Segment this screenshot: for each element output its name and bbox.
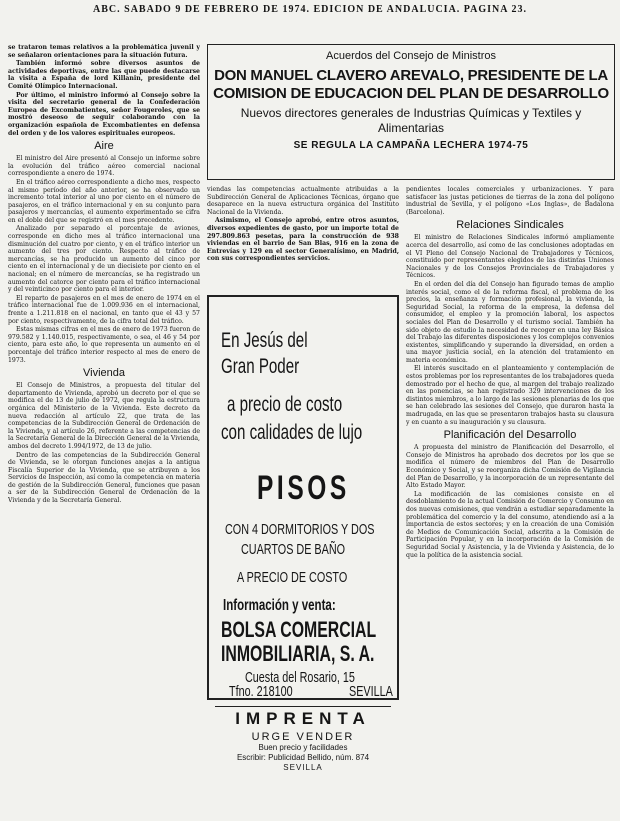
- section-heading-planificacion: Planificación del Desarrollo: [443, 429, 577, 442]
- ad-address: Cuesta del Rosario, 15: [245, 669, 355, 686]
- column-middle-text: [207, 186, 399, 288]
- ad-line: A PRECIO DE COSTO: [237, 569, 348, 586]
- section-heading-relaciones: Relaciones Sindicales: [456, 219, 564, 232]
- imprenta-title: IMPRENTA: [235, 709, 371, 728]
- ad-line: CUARTOS DE BAÑO: [241, 541, 346, 558]
- ad-company: INMOBILIARIA, S. A.: [221, 641, 375, 666]
- paragraph: El ministro del Aire presentó al Consejo un informe sobre la evolución del tráfico aéreo comercial nacional correspondiente a enero de 1974.: [8, 155, 200, 178]
- ad-line: En Jesús del: [221, 329, 308, 352]
- imprenta-line: Escribir: Publicidad Bellido, núm. 874: [236, 753, 370, 762]
- section-heading-vivienda: Vivienda: [83, 367, 125, 380]
- paragraph: Estas mismas cifras en el mes de enero de 1973 fueron de 979.582 y 1.140.015, respectivamente, o sea, el 46 y 54 por ciento, para este año, lo que representa un aumento en el porcentaje del tráfico interior respecto al mes de enero de 1973.: [8, 326, 200, 364]
- ad-company: BOLSA COMERCIAL: [221, 617, 377, 642]
- paragraph: Asimismo, el Consejo aprobó, entre otros asuntos, diversos expedientes de gasto, por un importe total de 297.809.863 pesetas, para la construcción de 938 viviendas en el barrio de San Blas, 916 en la zona de Entrevías y 129 en el sector Generalísimo, en Madrid, con sus correspondientes servicios.: [207, 217, 399, 263]
- real-estate-ad: [207, 295, 399, 700]
- column-left: [8, 44, 200, 816]
- paragraph: En el orden del día del Consejo han figurado temas de amplio interés social, como el de la reforma fiscal, el problema de los precios, la enseñanza y formación profesional, la vivienda, la Seguridad Social, la reforma de la empresa, la defensa del consumidor, el empleo y la promoción laboral, los aspectos sociales del Plan de Desarrollo y el turismo social. También ha sido objeto de estudio la necesidad de recoger en una ley Básica del Trabajo las diferentes disposiciones y los complejos convenios existentes, simplificando y superando la diversidad, en orden a una mayor justicia social, en la atención del tratamiento en materia económica.: [406, 280, 614, 364]
- paragraph: viendas las competencias actualmente atribuidas a la Subdirección General de Aplicaciones Técnicas, órgano que desaparece en la nueva estructura orgánica del Instituto Nacional de la Vivienda.: [207, 186, 399, 216]
- headline-main: DON MANUEL CLAVERO AREVALO, PRESIDENTE DE LA COMISION DE EDUCACION DEL PLAN DE DESARROLLO: [213, 67, 609, 102]
- paragraph: En el tráfico aéreo correspondiente a dicho mes, respecto al mismo período del año anterior, se ha observado un incremento total interior al uno por ciento en el número de pasajeros, en el tráfico internacional y en su conjunto para pasajeros y mercancías, el aumento experimentado se cifra en el doble del que se registró en el mes precedente.: [8, 178, 200, 224]
- imprenta-city: SEVILLA: [283, 763, 323, 772]
- ad-line: Información y venta:: [223, 597, 336, 614]
- paragraph: A propuesta del ministro de Planificación del Desarrollo, el Consejo de Ministros ha aprobado dos decretos por los que se modifica el número de miembros del Plan de Desarrollo Económico y Social, y se reorganiza dicha Comisión de Vigilancia del Plan de Desarrollo, y la incorporación de un representante del Alto Estado Mayor.: [406, 444, 614, 490]
- ad-line: CON 4 DORMITORIOS Y DOS: [225, 521, 375, 538]
- ad-line: con calidades de lujo: [221, 421, 363, 444]
- imprenta-sub: URGE VENDER: [251, 731, 355, 743]
- headline-kicker: Acuerdos del Consejo de Ministros: [326, 50, 496, 62]
- paragraph: Por último, el ministro informó al Consejo sobre la visita del secretario general de la Confederación Europea de Excombatientes, señor Fougeroles, que se mostró deseoso de seguir colaborando con la organización española de Excombatientes en defensa del orden y de los valores espirituales europeos.: [8, 91, 200, 137]
- paragraph: Dentro de las competencias de la Subdirección General de Vivienda, se le otorgan funciones anejas a la antigua Fiscalía Superior de la Vivienda, que se atribuyen a los Servicios de Inspección, así como la competencia en materia de gestión de la Subdirección General, funciones que pasan a ser de la Subdirección General de Ordenación de la Vivienda y de la Secretaría General.: [8, 451, 200, 505]
- imprenta-line: Buen precio y facilidades: [258, 743, 348, 752]
- headline-subhead: Nuevos directores generales de Industrias Químicas y Textiles y Alimentarias: [240, 106, 582, 135]
- paragraph: El Consejo de Ministros, a propuesta del titular del departamento de Vivienda, aprobó un decreto por el que se modifica el de 13 de julio de 1972, que regula la estructura orgánica del Ministerio de la Vivienda. Este decreto da nueva redacción al artículo 22, que trata de las competencias de la Subdirección General de Ordenación de la Vivienda, y al artículo 26, referente a las competencias de la Secretaría General de la Dirección General de la Vivienda, ambos del decreto 1.994/1972, de 13 de julio.: [8, 382, 200, 450]
- paragraph: se trataron temas relativos a la problemática juvenil y se señalaron orientaciones para la situación futura.: [8, 44, 200, 59]
- paragraph: También informó sobre diversos asuntos de actividades deportivas, entre las que puede destacarse la visita a España de lord Killanin, presidente del Comité Olímpico Internacional.: [8, 60, 200, 90]
- paragraph: El ministro de Relaciones Sindicales informó ampliamente acerca del desarrollo, así como de las conclusiones adoptadas en el VI Pleno del Consejo Nacional de Trabajadores y Técnicos, constituido por representantes elegidos de las distintas Uniones Nacionales y de los Consejos Provinciales de Trabajadores y Técnicos.: [406, 234, 614, 280]
- paragraph: pendientes locales comerciales y urbanizaciones. Y para satisfacer las justas peticiones de tierras de la zona del polígono industrial de Sevilla, y el polígono «Los Inglas», de Badalona (Barcelona).: [406, 186, 614, 216]
- paragraph: El reparto de pasajeros en el mes de enero de 1974 en el tráfico internacional fue de 1.009.936 en el internacional, frente a 1.211.818 en el nacional, en tanto que el 43 y 57 por ciento, respectivamente, de la cifra total del tráfico.: [8, 294, 200, 325]
- headline-box: [207, 44, 615, 180]
- ad-line: Gran Poder: [221, 355, 300, 378]
- page-header: ABC. SABADO 9 DE FEBRERO DE 1974. EDICION DE ANDALUCIA. PAGINA 23.: [93, 4, 527, 15]
- column-right: [406, 186, 614, 814]
- divider: [215, 706, 391, 707]
- imprenta-ad: [207, 706, 399, 814]
- section-heading-aire: Aire: [94, 140, 114, 153]
- paragraph: Analizado por separado el porcentaje de aviones, corresponde en dicho mes al tráfico internacional una disminución del cuatro por ciento, y en el tráfico interior un aumento del tres por ciento. Respecto al tráfico de mercancías, se ha producido un aumento del cinco por ciento en el internacional y de un diecisiete por ciento en el nacional; en el número de mercancías, se ha registrado un aumento del catorce por ciento para el tráfico internacional y del veinticinco por ciento para el interior.: [8, 225, 200, 294]
- paragraph: El interés suscitado en el planteamiento y contemplación de estos problemas por los representantes de los trabajadores queda demostrado por el hecho de que, al margen del trabajo realizado en las ponencias, se han registrado 329 intervenciones de los distintos miembros, a lo largo de las sesiones plenarias de los que se han celebrado las sesiones del Consejo, que duraron hasta la madrugada, en las que se presentaron trabajos hasta su clausura y en cuanto a su inauguración y su clausura.: [406, 365, 614, 426]
- headline-deck: SE REGULA LA CAMPAÑA LECHERA 1974-75: [293, 140, 529, 151]
- ad-pisos: PISOS: [257, 469, 350, 507]
- ad-city: SEVILLA: [349, 683, 393, 700]
- ad-phone: Tfno. 218100: [229, 683, 293, 700]
- ad-line: a precio de costo: [227, 393, 343, 416]
- paragraph: La modificación de las comisiones consiste en el desdoblamiento de la actual Comisión de Comercio y Consumo en dos nuevas comisiones, que vendrán a estudiar separadamente la problemática del comercio y la del consumo, atendiendo así a la importancia de estos sectores; y en la creación de una Comisión de Medios de Comunicación Social, adscrita a la Comisión de Participación Popular, y en la incorporación de la Comisión de Seguridad Social y Asistencia, y la de Vivienda y Asistencia, de lo que la política de la asistencia social.: [406, 490, 614, 559]
